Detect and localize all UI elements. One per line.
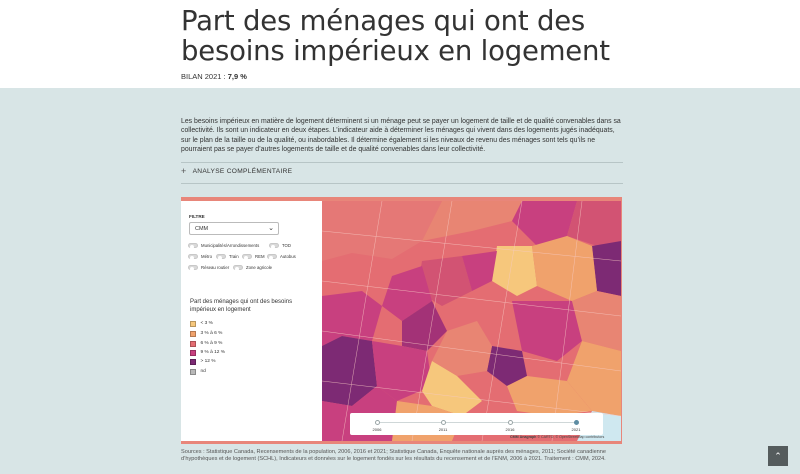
toggle-autobus-label: Autobus [280,254,296,259]
attribution-brand: CMM [510,435,519,439]
timeline-dot-2011[interactable] [441,420,446,425]
toggle-switch-icon [216,254,226,259]
divider-bottom [181,183,623,184]
legend-swatch [190,359,196,365]
timeline-label: 2006 [372,427,382,432]
legend-item [190,359,216,365]
toggle-zone-agricole[interactable] [233,265,272,270]
bilan-value: 7,9 % [227,72,247,81]
legend-label: 9 % à 12 % [200,350,226,356]
toggle-metro[interactable] [188,254,212,259]
filter-label: FILTRE [189,214,205,219]
legend-swatch [190,331,196,337]
toggle-reseau-routier[interactable] [188,265,229,270]
toggle-reseau-label: Réseau routier [201,265,230,270]
timeline-dot-2021[interactable] [574,420,579,425]
toggle-switch-icon [267,254,277,259]
legend-item [190,341,222,347]
toggle-tod[interactable] [269,243,291,248]
legend-swatch [190,321,196,327]
intro-text: Les besoins impérieux en matière de logement déterminent si un ménage peut se payer un logement de taille et de qualité convenables dans sa collectivité. Ils sont un indicateur en deux étapes. L’indicateur aide à déterminer les ménages qui vivent dans des logements jugés inadéquats, sur le plan de la taille ou de la qualité, ou inabordables. Il détermine également si les niveaux de revenu des ménages sont tels qu’ils ne pourraient pas se payer d’autres logements de taille et de qualité convenables dans leur collectivité. [181,118,621,154]
legend-swatch [190,341,196,347]
filter-select[interactable] [189,222,279,235]
legend-label: > 12 % [200,359,216,365]
toggle-autobus[interactable] [267,254,296,259]
toggle-switch-icon [188,265,198,270]
toggle-zone-label: Zone agricole [246,265,273,270]
toggle-municipalites-label: Municipalités/Arrondissements [201,243,260,248]
analyse-complementaire-toggle[interactable] [181,167,292,176]
legend-label: < 3 % [200,321,213,327]
filter-panel [181,201,322,441]
timeline-dot-2006[interactable] [375,420,380,425]
map-attribution [510,435,604,439]
attribution-text: © CARTO, © OpenStreetMap contributors [537,435,605,439]
chevron-up-icon: ⌃ [774,451,782,461]
legend-label: nd [200,369,206,375]
toggle-rem[interactable] [242,254,265,259]
timeline-dot-2016[interactable] [508,420,513,425]
legend-label: 3 % à 6 % [200,331,223,337]
legend-label: 6 % à 9 % [200,341,223,347]
toggle-train-label: Train [229,254,239,259]
legend-title: Part des ménages qui ont des besoins impérieux en logement [190,299,293,313]
filter-select-value: CMM [195,226,209,232]
toggle-tod-label: TOD [282,243,291,248]
toggle-train[interactable] [216,254,239,259]
timeline-label: 2011 [438,427,448,432]
sources-text: Sources : Statistique Canada, Recensements de la population, 2006, 2016 et 2021; Statistique Canada, Enquête nationale auprès des ménages, 2011; Société canadienne d’hypothèques et de logement (SCHL), Indicateurs et données sur le logement fondés sur les résultats du recensement et de l’ENM, 2006 à 2021. Traitement : CMM, 2024. [181,449,607,463]
page-header [0,0,800,88]
legend-item [190,321,213,327]
legend-item [190,369,206,375]
scroll-to-top-button[interactable] [768,446,788,466]
year-timeline[interactable] [350,413,603,435]
chevron-down-icon: ⌄ [268,225,274,232]
attribution-source: Anagraph [519,435,537,439]
plus-icon: + [181,166,187,176]
analyse-label: ANALYSE COMPLÉMENTAIRE [192,168,293,175]
legend-swatch [190,350,196,356]
legend-swatch [190,369,196,375]
page-title: Part des ménages qui ont des besoins impérieux en logement [181,5,610,67]
toggle-metro-label: Métro [201,254,212,259]
toggle-switch-icon [233,265,243,270]
legend-item [190,331,222,337]
toggle-switch-icon [269,243,279,248]
choropleth-map[interactable] [322,201,621,441]
toggle-rem-label: REM [255,254,265,259]
toggle-switch-icon [242,254,252,259]
timeline-track [377,422,578,423]
bilan-label: BILAN 2021 : [181,72,226,81]
toggle-switch-icon [188,243,198,248]
bilan-summary [181,72,247,81]
legend-item [190,350,225,356]
divider-top [181,162,623,163]
timeline-label: 2021 [571,427,581,432]
toggle-switch-icon [188,254,198,259]
toggle-municipalites[interactable] [188,243,259,248]
timeline-label: 2016 [505,427,515,432]
